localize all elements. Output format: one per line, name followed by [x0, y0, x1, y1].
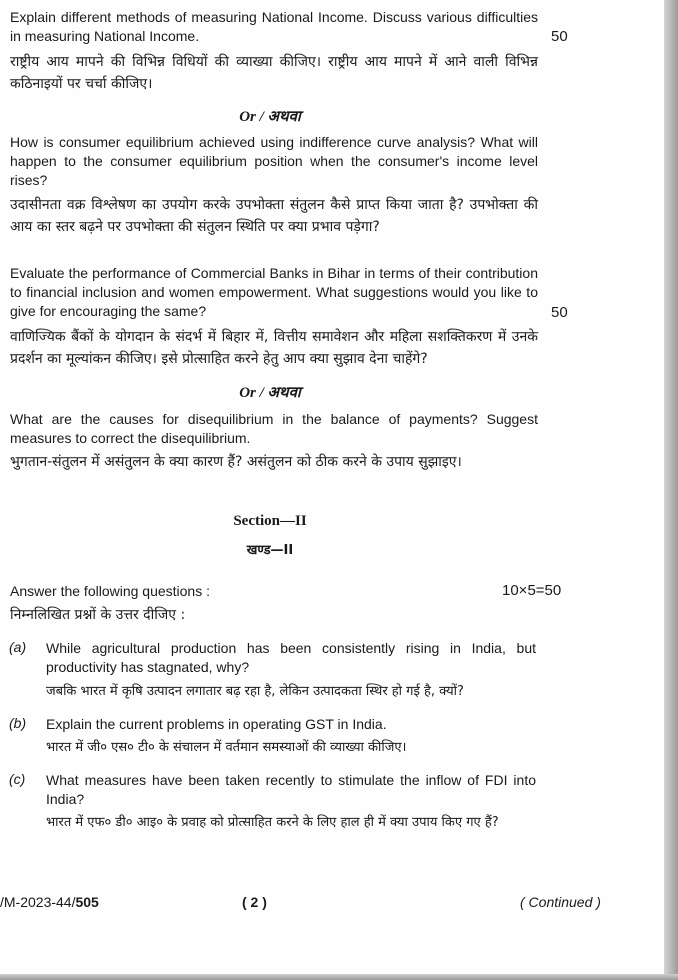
or-divider: Or / अथवा: [239, 385, 301, 401]
subquestion-a-label: (a): [9, 639, 27, 655]
paper-code-number: 505: [75, 894, 99, 910]
section-title-hindi: खण्ड—II: [246, 543, 294, 558]
subquestion-a-english: While agricultural production has been consistently rising in India, but productivity has stagnated, why?: [46, 640, 536, 675]
question-4-hindi: भुगतान-संतुलन में असंतुलन के क्या कारण हैं? असंतुलन को ठीक करने के उपाय सुझाइए।: [10, 454, 462, 470]
instruction-english: Answer the following questions :: [10, 583, 210, 599]
question-1-hindi: राष्ट्रीय आय मापने की विभिन्न विधियों की व्याख्या कीजिए। राष्ट्रीय आय मापने में आने वाली विभिन्न कठिनाइयों पर चर्चा कीजिए।: [10, 54, 538, 92]
subquestion-b-hindi: भारत में जी० एस० टी० के संचालन में वर्तमान समस्याओं की व्याख्या कीजिए।: [46, 740, 407, 755]
instruction-hindi: निम्नलिखित प्रश्नों के उत्तर दीजिए :: [10, 607, 186, 623]
continued-note: ( Continued ): [520, 894, 601, 910]
paper-code-prefix: /M-2023-44/: [0, 894, 76, 910]
question-2-hindi: उदासीनता वक्र विश्लेषण का उपयोग करके उपभोक्ता संतुलन कैसे प्राप्त किया जाता है? उपभोक्ता की आय का स्तर बढ़ने पर उपभोक्ता की संतुलन स्थिति पर क्या प्रभाव पड़ेगा?: [10, 197, 538, 235]
question-3-english: Evaluate the performance of Commercial Banks in Bihar in terms of their contribution to financial inclusion and women empowerment. What suggestions would you like to give for encouraging the same?: [10, 265, 538, 319]
question-3-marks: 50: [551, 304, 568, 321]
question-1-english: Explain different methods of measuring National Income. Discuss various difficulties in measuring National Income.: [10, 9, 538, 44]
page-edge-shadow: [664, 0, 678, 980]
page-edge-shadow-bottom: [0, 974, 678, 980]
subquestion-a-hindi: जबकि भारत में कृषि उत्पादन लगातार बढ़ रहा है, लेकिन उत्पादकता स्थिर हो गई है, क्यों?: [46, 684, 464, 699]
or-divider: Or / अथवा: [239, 109, 301, 125]
paper-code: [0, 894, 99, 910]
subquestion-c-hindi: भारत में एफ० डी० आइ० के प्रवाह को प्रोत्साहित करने के लिए हाल ही में क्या उपाय किए गए हैं?: [46, 815, 499, 830]
subquestion-b-label: (b): [9, 715, 27, 731]
question-3-hindi: वाणिज्यिक बैंकों के योगदान के संदर्भ में बिहार में, वित्तीय समावेशन और महिला सशक्तिकरण में उनके प्रदर्शन का मूल्यांकन कीजिए। इसे प्रोत्साहित करने हेतु आप क्या सुझाव देना चाहेंगे?: [10, 329, 538, 367]
subquestion-b-english: Explain the current problems in operating GST in India.: [46, 716, 387, 732]
section-title: Section—II: [233, 513, 307, 529]
subquestion-c-label: (c): [9, 771, 26, 787]
subquestion-c-english: What measures have been taken recently to stimulate the inflow of FDI into India?: [46, 772, 536, 807]
page-number: ( 2 ): [242, 894, 267, 910]
question-4-english: What are the causes for disequilibrium in the balance of payments? Suggest measures to correct the disequilibrium.: [10, 411, 538, 446]
question-1-marks: 50: [551, 28, 568, 45]
question-2-english: How is consumer equilibrium achieved using indifference curve analysis? What will happen to the consumer equilibrium position when the consumer's income level rises?: [10, 134, 538, 188]
instruction-marks: 10×5=50: [502, 582, 562, 599]
